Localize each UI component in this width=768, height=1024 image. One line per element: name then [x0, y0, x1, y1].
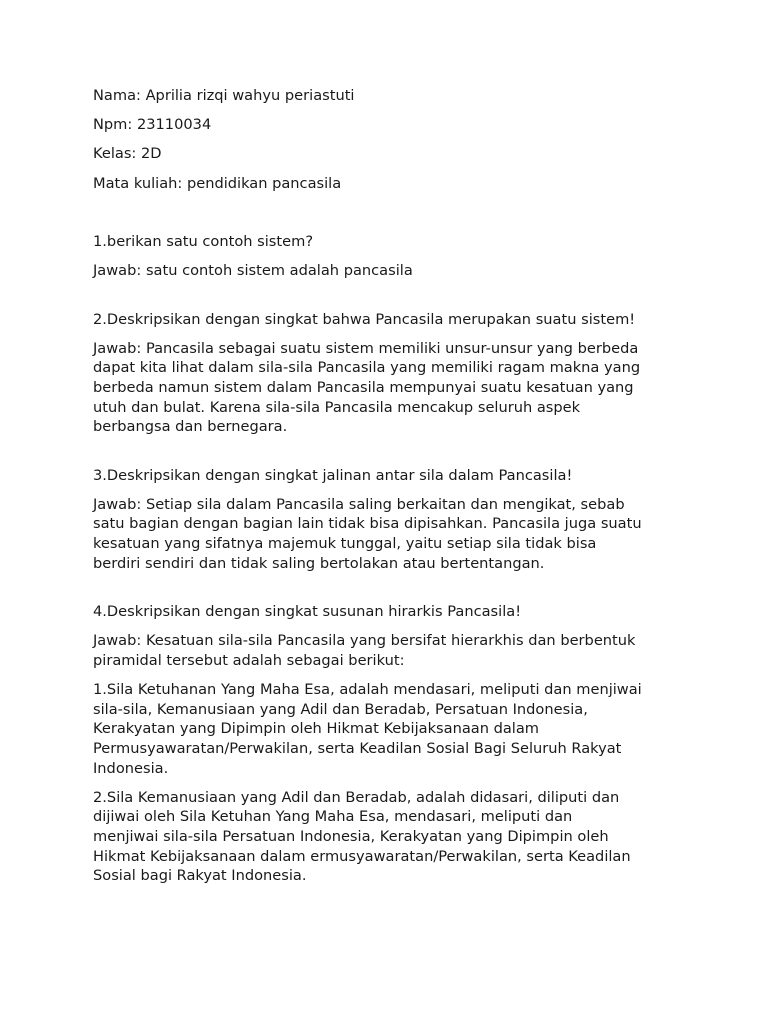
- course-name: Mata kuliah: pendidikan pancasila: [93, 174, 342, 192]
- question-2: 2.Deskripsikan dengan singkat bahwa Pancasila merupakan suatu sistem!: [93, 310, 636, 328]
- answer-3: Jawab: Setiap sila dalam Pancasila saling berkaitan dan mengikat, sebab satu bagian dengan bagian lain tidak bisa dipisahkan. Pancasila juga suatu kesatuan yang sifatnya majemuk tunggal, yaitu setiap sila tidak bisa berdiri sendiri dan tidak saling bertolakan atau bertentangan.: [93, 495, 642, 572]
- paragraph-spacer: [93, 671, 693, 681]
- answer-4-item-1: 1.Sila Ketuhanan Yang Maha Esa, adalah mendasari, meliputi dan menjiwai sila-sila, Kemanusiaan yang Adil dan Beradab, Persatuan Indonesia, Kerakyatan yang Dipimpin oleh Hikmat Kebijaksanaan dalam Permusyawaratan/Perwakilan, serta Keadilan Sosial Bagi Seluruh Rakyat Indonesia.: [93, 681, 642, 777]
- student-name: Nama: Aprilia rizqi wahyu periastuti: [93, 87, 355, 104]
- section-spacer: [93, 281, 693, 310]
- answer-4-intro: Jawab: Kesatuan sila-sila Pancasila yang bersifat hierarkhis dan berbentuk piramidal tersebut adalah sebagai berikut:: [93, 632, 636, 670]
- paragraph-spacer: [93, 778, 693, 788]
- answer-2: Jawab: Pancasila sebagai suatu sistem memiliki unsur-unsur yang berbeda dapat kita lihat dalam sila-sila Pancasila yang memiliki ragam makna yang berbeda namun sistem dalam Pancasila mempunyai suatu kesatuan yang utuh dan bulat. Karena sila-sila Pancasila mencakup seluruh aspek berbangsa dan bernegara.: [93, 339, 641, 436]
- student-class: Kelas: 2D: [93, 145, 162, 163]
- section-spacer: [93, 203, 693, 232]
- document-page: [93, 86, 693, 886]
- answer-1: Jawab: satu contoh sistem adalah pancasila: [93, 261, 413, 279]
- question-3: 3.Deskripsikan dengan singkat jalinan antar sila dalam Pancasila!: [93, 466, 573, 484]
- section-spacer: [93, 573, 693, 602]
- section-spacer: [93, 437, 693, 466]
- student-npm: Npm: 23110034: [93, 116, 212, 134]
- answer-4-item-2: 2.Sila Kemanusiaan yang Adil dan Beradab, adalah didasari, diliputi dan dijiwai oleh Sila Ketuhan Yang Maha Esa, mendasari, meliputi dan menjiwai sila-sila Persatuan Indonesia, Kerakyatan yang Dipimpin oleh Hikmat Kebijaksanaan dalam ermusyawaratan/Perwakilan, serta Keadilan Sosial bagi Rakyat Indonesia.: [93, 788, 631, 885]
- question-4: 4.Deskripsikan dengan singkat susunan hirarkis Pancasila!: [93, 603, 522, 621]
- question-1: 1.berikan satu contoh sistem?: [93, 232, 314, 250]
